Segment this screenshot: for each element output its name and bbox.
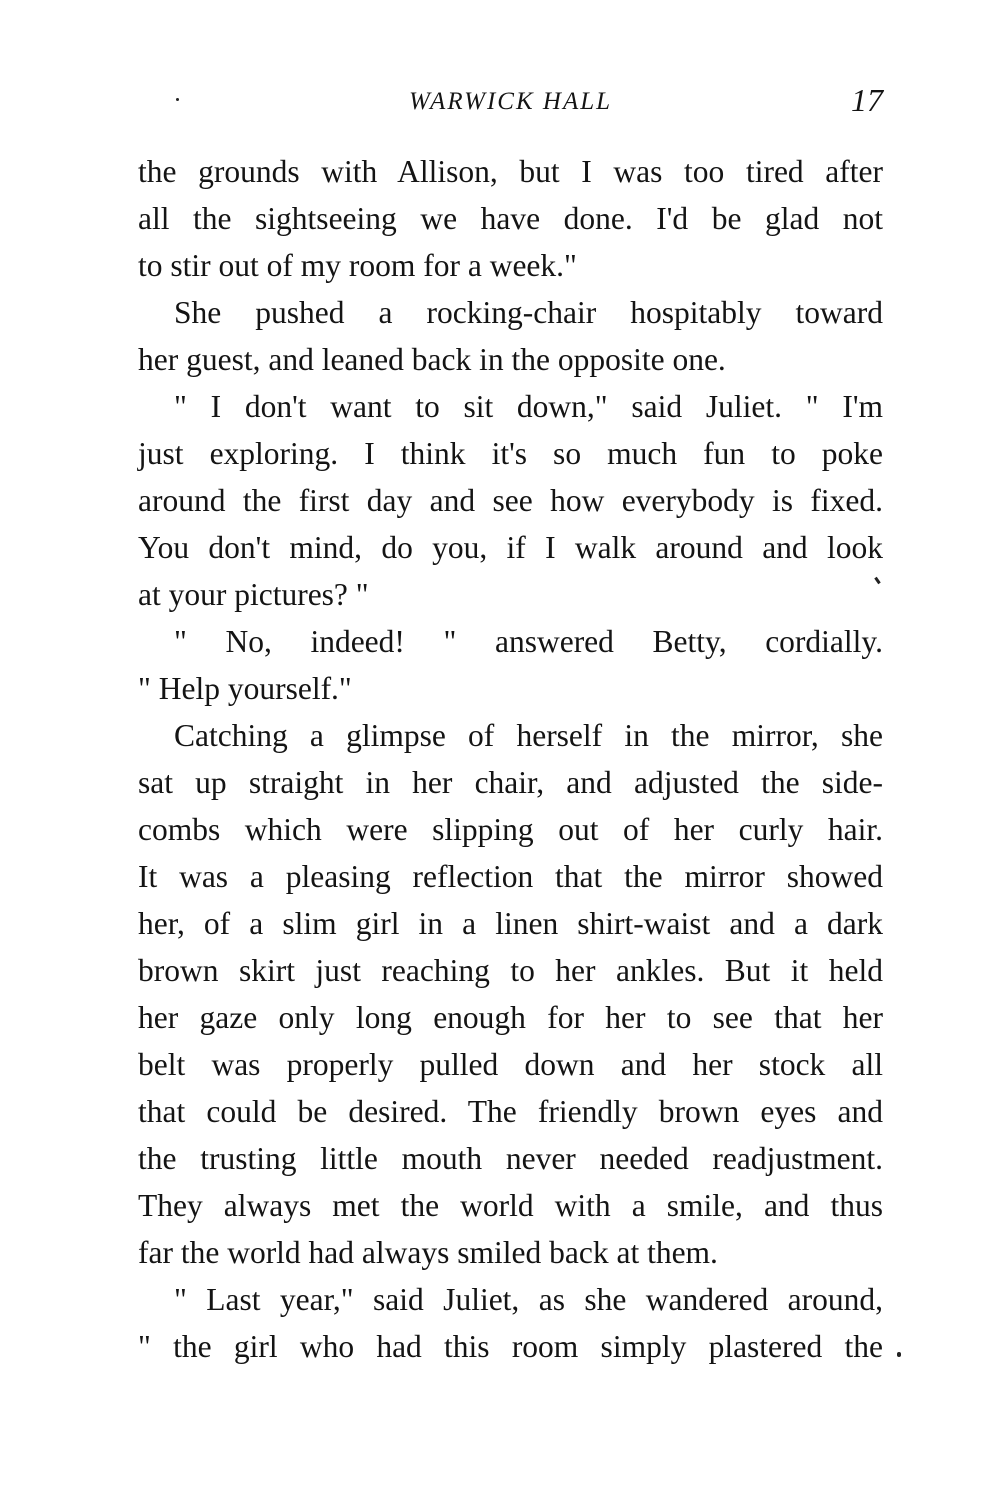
body-text: [138, 148, 883, 1370]
text-line: to stir out of my room for a week.": [138, 248, 577, 283]
text-line: " I don't want to sit down," said Juliet. " I'm: [174, 389, 883, 424]
text-line: brown skirt just reaching to her ankles. But it held: [138, 953, 883, 988]
text-line: They always met the world with a smile, and thus: [138, 1188, 883, 1223]
running-title: WARWICK HALL: [408, 88, 613, 115]
text-line: that could be desired. The friendly brown eyes and: [138, 1094, 883, 1129]
text-line: her, of a slim girl in a linen shirt-waist and a dark: [138, 906, 883, 941]
text-line: around the first day and see how everybody is fixed.: [138, 483, 883, 518]
running-head: [138, 82, 883, 122]
text-line: at your pictures? ": [138, 577, 369, 612]
text-line: You don't mind, do you, if I walk around and look: [138, 530, 883, 565]
text-line: " Last year," said Juliet, as she wandered around,: [174, 1282, 883, 1317]
text-line: " the girl who had this room simply plastered the: [138, 1329, 883, 1364]
text-line: sat up straight in her chair, and adjusted the side-: [138, 765, 883, 800]
text-line: all the sightseeing we have done. I'd be glad not: [138, 201, 883, 236]
text-line: her gaze only long enough for her to see that her: [138, 1000, 883, 1035]
text-line: It was a pleasing reflection that the mirror showed: [138, 859, 883, 894]
page-number: 17: [851, 82, 883, 118]
text-line: her guest, and leaned back in the opposite one.: [138, 342, 726, 377]
text-line: far the world had always smiled back at them.: [138, 1235, 718, 1270]
text-line: Catching a glimpse of herself in the mirror, she: [174, 718, 883, 753]
text-line: " No, indeed! " answered Betty, cordially.: [174, 624, 883, 659]
text-line: just exploring. I think it's so much fun to poke: [138, 436, 883, 471]
text-line: the trusting little mouth never needed readjustment.: [138, 1141, 883, 1176]
stray-mark: [897, 1352, 901, 1357]
text-line: " Help yourself.": [138, 671, 352, 706]
text-line: the grounds with Allison, but I was too tired after: [138, 154, 883, 189]
text-line: belt was properly pulled down and her stock all: [138, 1047, 883, 1082]
text-line: combs which were slipping out of her curly hair.: [138, 812, 883, 847]
text-line: She pushed a rocking-chair hospitably toward: [174, 295, 883, 330]
